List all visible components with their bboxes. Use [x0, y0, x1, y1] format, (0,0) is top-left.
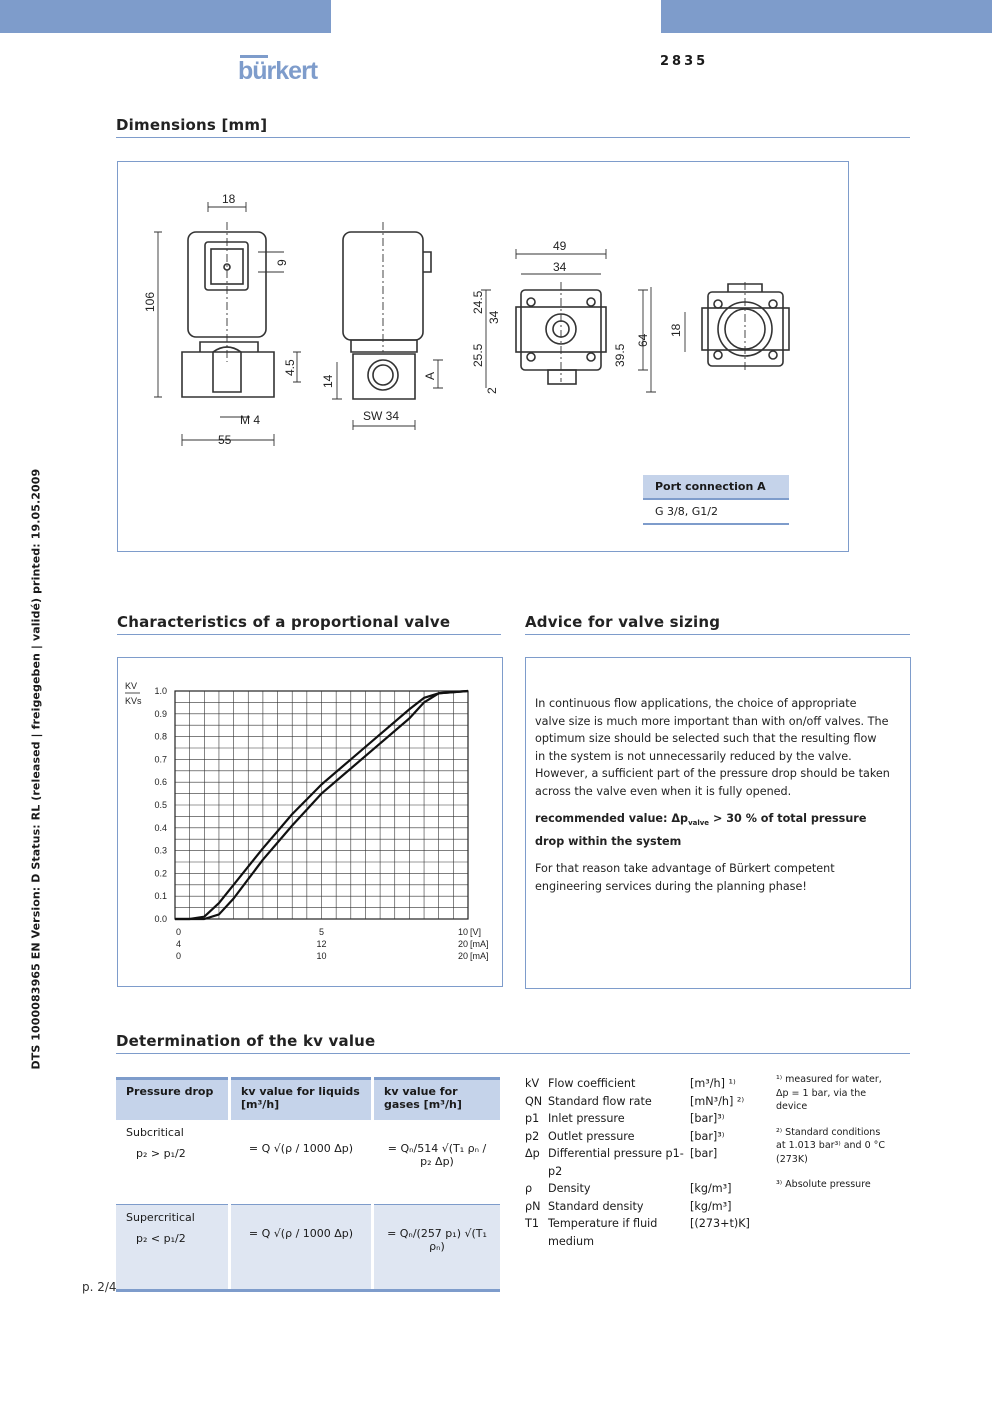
- kv-row-supercritical: [116, 1205, 500, 1291]
- x-tick-label: 12: [316, 939, 327, 949]
- rec-prefix: recommended value: Δp: [535, 812, 689, 825]
- x-tick-label: 5: [318, 927, 325, 937]
- dim-18-b: 18: [669, 323, 683, 337]
- legend-row: [525, 1198, 770, 1216]
- y-tick-label: 0.2: [154, 868, 167, 879]
- legend-description: Density: [548, 1182, 591, 1195]
- x-tick-label: 0: [176, 951, 182, 961]
- dim-9: 9: [275, 259, 289, 266]
- footnote-1: ¹⁾ measured for water, Δp = 1 bar, via the device: [776, 1074, 882, 1112]
- formula-liquid: = Q √(ρ / 1000 Δp): [230, 1120, 373, 1205]
- legend-description: Temperature if fluid medium: [548, 1217, 658, 1248]
- dim-49: 49: [553, 239, 567, 253]
- legend-description: Standard density: [548, 1199, 644, 1213]
- dim-64: 64: [636, 333, 650, 347]
- section-title-kv: Determination of the kv value: [116, 1032, 910, 1054]
- legend-description: Inlet pressure: [548, 1112, 625, 1125]
- x-axis-unit: [mA]: [470, 951, 489, 961]
- section-title-dimensions: Dimensions [mm]: [116, 116, 910, 138]
- legend-symbol: Δp: [525, 1147, 540, 1160]
- footnote-3: ³⁾ Absolute pressure: [776, 1179, 871, 1190]
- y-tick-label: 0.7: [154, 754, 167, 765]
- footnotes: [776, 1073, 886, 1204]
- y-tick-label: 0.1: [154, 891, 167, 902]
- legend-symbol: T1: [525, 1217, 539, 1230]
- dim-18: 18: [222, 192, 236, 206]
- kv-header-pressure-drop: Pressure drop: [116, 1079, 230, 1121]
- legend-unit: [bar]³⁾: [690, 1129, 725, 1143]
- kv-header-gases: kv value for gases [m³/h]: [373, 1079, 501, 1121]
- legend-row: [525, 1110, 770, 1128]
- symbol-legend: [525, 1075, 770, 1250]
- y-tick-label: 1.0: [154, 686, 167, 696]
- y-tick-label: 0.5: [154, 800, 167, 810]
- page-number: p. 2/4: [82, 1280, 117, 1294]
- y-tick-label: 0.0: [154, 914, 167, 924]
- kv-row-subcritical: [116, 1120, 500, 1205]
- chart-x-ticks: [176, 927, 489, 961]
- legend-row: [525, 1180, 770, 1198]
- formula-gas: = Qₙ/514 √(T₁ ρₙ / p₂ Δp): [373, 1120, 501, 1205]
- legend-unit: [mN³/h] ²⁾: [690, 1094, 745, 1108]
- legend-unit: [(273+t)K]: [690, 1217, 750, 1230]
- legend-row: [525, 1128, 770, 1146]
- header-bar-left: [0, 0, 331, 33]
- dim-39-5: 39.5: [613, 343, 627, 367]
- legend-symbol: ρN: [525, 1199, 541, 1213]
- x-tick-label: 10: [457, 927, 468, 937]
- advice-recommendation: [535, 810, 890, 850]
- rec-sub: valve: [688, 819, 710, 828]
- y-tick-label: 0.8: [154, 731, 167, 742]
- port-header: Port connection A: [643, 475, 789, 499]
- y-tick-label: 0.6: [154, 777, 167, 788]
- characteristic-chart: [118, 658, 502, 986]
- row-condition: p₂ < p₁/2: [136, 1232, 186, 1245]
- header-bar-right: [661, 0, 992, 33]
- formula-gas: = Qₙ/(257 p₁) √(T₁ ρₙ): [373, 1205, 501, 1291]
- burkert-logo: [238, 55, 332, 83]
- chart-y-ticks: [154, 686, 167, 924]
- rec-suffix: > 30 % of total pressure drop within the system: [535, 812, 867, 848]
- dim-sw34: SW 34: [363, 409, 400, 423]
- dim-24-5: 24.5: [471, 290, 485, 314]
- dim-34-h: 34: [553, 260, 567, 274]
- y-label-kv: KV: [125, 681, 138, 691]
- dim-4-5: 4.5: [283, 359, 297, 376]
- legend-description: Differential pressure p1-p2: [548, 1147, 684, 1178]
- legend-unit: [bar]³⁾: [690, 1112, 725, 1125]
- legend-description: Outlet pressure: [548, 1129, 635, 1143]
- chart-grid: [175, 691, 468, 919]
- footnote-2: ²⁾ Standard conditions at 1.013 bar³⁾ and 0 °C (273K): [776, 1126, 886, 1165]
- y-label-kvs: KVs: [125, 696, 142, 706]
- legend-symbol: p1: [525, 1112, 540, 1125]
- legend-symbol: ρ: [525, 1182, 533, 1195]
- legend-row: [525, 1145, 770, 1180]
- dim-25-5: 25.5: [471, 343, 485, 367]
- legend-symbol: QN: [525, 1094, 543, 1108]
- legend-unit: [bar]: [690, 1147, 718, 1160]
- legend-symbol: kV: [525, 1077, 540, 1090]
- row-label: Subcritical: [126, 1126, 184, 1139]
- document-id-sidebar: DTS 1000083965 EN Version: D Status: RL (released | freigegeben | validé) printed: 19.05.2009: [29, 468, 43, 1070]
- x-tick-label: 0: [176, 927, 182, 937]
- y-tick-label: 0.9: [154, 708, 167, 719]
- port-connection-table: [643, 475, 789, 525]
- x-axis-unit: [mA]: [470, 939, 489, 949]
- x-tick-label: 10: [316, 951, 327, 961]
- x-tick-label: 20: [457, 951, 468, 961]
- legend-row: [525, 1075, 770, 1093]
- row-label: Supercritical: [126, 1211, 195, 1224]
- dim-106: 106: [143, 291, 157, 312]
- model-number: 2835: [660, 54, 709, 69]
- dim-14: 14: [321, 374, 335, 388]
- legend-unit: [kg/m³]: [690, 1199, 732, 1213]
- port-value: G 3/8, G1/2: [643, 499, 789, 524]
- section-title-characteristics: Characteristics of a proportional valve: [117, 613, 501, 635]
- chart-panel: [117, 657, 503, 987]
- x-axis-unit: [V]: [470, 927, 482, 937]
- y-tick-label: 0.4: [154, 822, 167, 833]
- x-tick-label: 20: [457, 939, 468, 949]
- legend-unit: [m³/h] ¹⁾: [690, 1077, 736, 1090]
- dim-m4: M 4: [240, 413, 261, 427]
- legend-row: [525, 1093, 770, 1111]
- dim-2: 2: [485, 387, 499, 394]
- y-tick-label: 0.3: [154, 845, 167, 856]
- legend-row: [525, 1215, 770, 1250]
- x-tick-label: 4: [176, 939, 182, 949]
- kv-header-liquids: kv value for liquids [m³/h]: [230, 1079, 373, 1121]
- svg-text:bürkert: bürkert: [238, 57, 318, 83]
- legend-symbol: p2: [525, 1129, 540, 1143]
- dim-55: 55: [218, 433, 232, 447]
- advice-paragraph-3: For that reason take advantage of Bürkert competent engineering services during the planning phase!: [535, 862, 835, 893]
- legend-description: Standard flow rate: [548, 1094, 652, 1108]
- dim-a: A: [423, 371, 437, 380]
- dim-34-v: 34: [487, 310, 501, 324]
- legend-description: Flow coefficient: [548, 1077, 636, 1090]
- formula-liquid: = Q √(ρ / 1000 Δp): [230, 1205, 373, 1291]
- row-condition: p₂ > p₁/2: [136, 1147, 186, 1160]
- advice-paragraph-1: In continuous flow applications, the choice of appropriate valve size is much more important than with on/off valves. The optimum size should be selected such that the resulting flow in the system is not unnecessarily reduced by the valve. However, a sufficient part of the pressure drop should be taken across the valve even when it is fully opened.: [535, 697, 890, 798]
- legend-unit: [kg/m³]: [690, 1182, 732, 1195]
- advice-text: [535, 695, 890, 905]
- kv-table: [116, 1077, 500, 1292]
- section-title-advice: Advice for valve sizing: [525, 613, 910, 635]
